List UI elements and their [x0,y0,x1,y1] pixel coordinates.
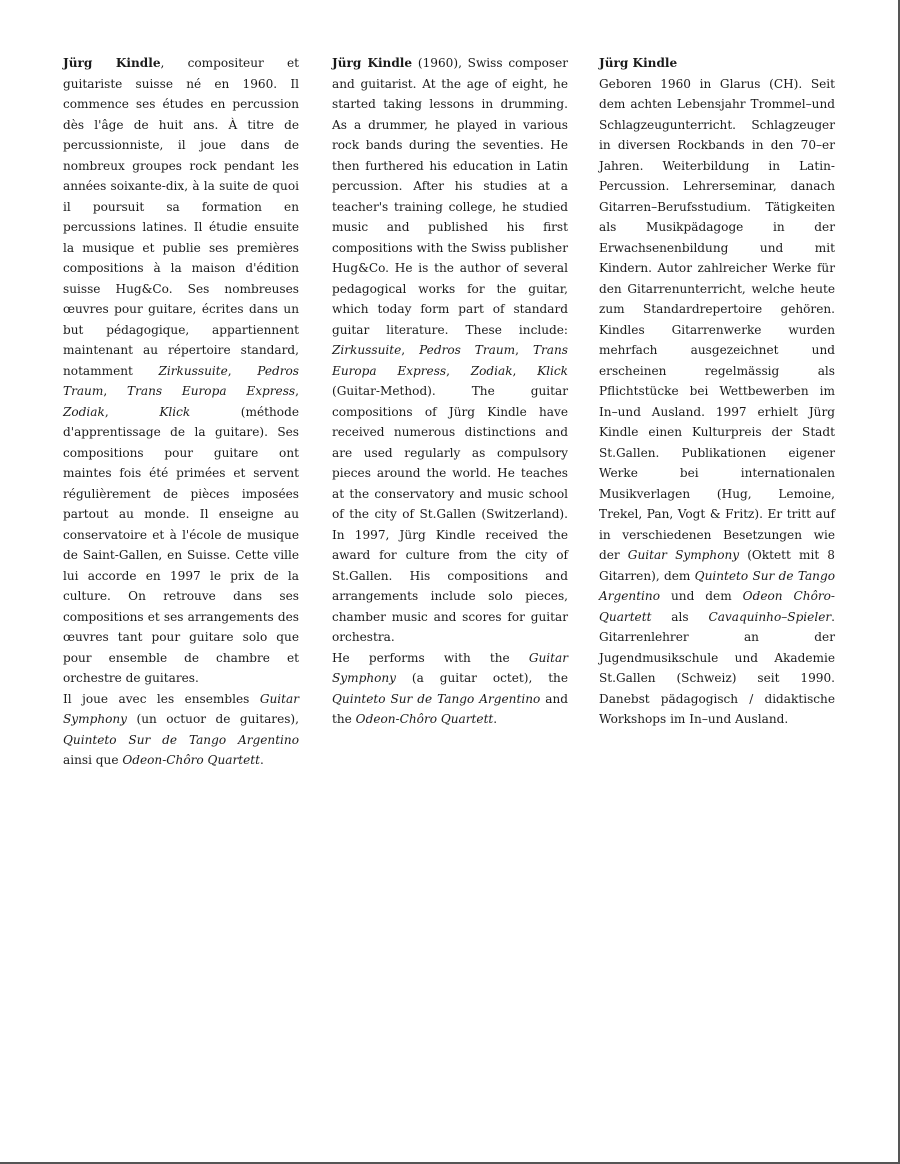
english-work-title: Trans Europa Express [332,343,568,378]
german-ensemble-name: Guitar Symphony [627,548,740,562]
french-separator: , [104,404,160,419]
french-work-title: Zodiak [63,404,105,419]
french-biography-column [63,53,299,771]
french-text: (un octuor de guitares), [127,712,299,726]
french-separator: , [103,384,128,398]
german-text: . Gitarrenlehrer an der Jugendmusikschule und Akademie St.Gallen (Schweiz) seit 1990. Danebst pädagogisch / didaktische Workshops im In–und Ausland. [599,609,835,726]
german-ensemble-name: Odeon Chôro-Quartett [599,589,835,624]
english-text: He performs with the [332,650,529,665]
french-separator: , [295,384,299,398]
german-text: und dem [660,589,743,603]
french-ensemble-name: Guitar Symphony [63,691,299,726]
english-separator: , [512,363,538,378]
english-paragraph-2 [332,648,568,730]
german-text: als [651,609,709,624]
german-role: Cavaquinho–Spieler [708,609,832,624]
english-separator: , [515,343,533,357]
french-text: (méthode d'apprentissage de la guitare). Ses compositions pour guitare ont maintes fois été primées et servent régulièrement de pièces imposées partout au monde. Il enseigne au conservatoire et à l'école de musique de Saint-Gallen, en Suisse. Cette ville lui accorde en 1997 le prix de la culture. On retrouve dans ses compositions et ses arrangements des œuvres tant pour guitare solo que pour ensemble de chambre et orchestre de guitares. [63,404,299,685]
english-text: (a guitar octet), the [396,671,568,685]
english-paragraph-1 [332,53,568,648]
french-separator: , [227,363,258,378]
english-text: . [493,712,498,726]
french-ensemble-name: Odeon-Chôro Quartett [122,753,260,767]
english-separator: , [446,363,471,378]
english-ensemble-name: Quinteto Sur de Tango Argentino [332,691,541,706]
english-work-title: Pedros Traum [419,343,516,357]
french-work-title: Pedros Traum [63,363,299,398]
french-work-title: Trans Europa Express [127,384,296,398]
english-ensemble-name: Guitar Symphony [332,650,568,685]
french-paragraph-2 [63,689,299,771]
german-biography-column [599,53,835,730]
english-text: (1960), Swiss composer and guitarist. At the age of eight, he started taking lessons in drumming. As a drummer, he played in various rock bands during the seventies. He then furthered his education in Latin percussion. After his studies at a teacher's training college, he studied music and published his first compositions with the Swiss publisher Hug&Co. He is the author of several pedagogical works for the guitar, which today form part of standard guitar literature. These include: [332,56,569,337]
english-name: Jürg Kindle [332,56,413,70]
english-biography-column [332,53,568,730]
french-work-title: Klick [159,404,191,419]
french-work-title: Zirkussuite [158,363,228,378]
english-ensemble-name: Odeon-Chôro Quartett [355,712,494,726]
english-work-title: Zodiak [470,363,513,378]
french-ensemble-name: Quinteto Sur de Tango Argentino [63,732,299,747]
german-name: Jürg Kindle [599,56,678,70]
english-work-title: Klick [537,363,568,378]
german-text: (Oktett mit 8 Gitarren), dem [599,548,836,583]
english-separator: , [401,343,420,357]
french-text: ainsi que [63,753,123,767]
english-text: (Guitar-Method). The guitar compositions of Jürg Kindle have received numerous distinctions and are used regularly as compulsory pieces around the world. He teaches at the conservatory and music school of the city of St.Gallen (Switzerland). In 1997, Jürg Kindle received the award for culture from the city of St.Gallen. His compositions and arrangements include solo pieces, chamber music and scores for guitar orchestra. [332,384,568,644]
german-ensemble-name: Quinteto Sur de Tango Argentino [599,568,835,603]
french-text: Il joue avec les ensembles [63,691,260,706]
french-text: , compositeur et guitariste suisse né en 1960. Il commence ses études en percussion dès l'âge de huit ans. À titre de percussionniste, il joue dans de nombreux groupes rock pendant les années soixante-dix, à la suite de quoi il poursuit sa formation en percussions latines. Il étudie ensuite la musique et publie ses premières compositions à la maison d'édition suisse Hug&Co. Ses nombreuses œuvres pour guitare, écrites dans un but pédagogique, appartiennent maintenant au répertoire standard, notamment [63,56,299,378]
french-paragraph-1 [63,53,299,689]
english-text: and the [332,691,568,726]
german-paragraph-1 [599,74,835,730]
german-text: Geboren 1960 in Glarus (CH). Seit dem achten Lebensjahr Trommel–und Schlagzeugunterricht. Schlagzeuger in diversen Rockbands in den 70–er Jahren. Weiterbildung in Latin-Percussion. Lehrerseminar, danach Gitarren–Berufsstudium. Tätigkeiten als Musikpädagoge in der Erwachsenenbildung und mit Kindern. Autor zahlreicher Werke für den Gitarrenunterricht, welche heute zum Standardrepertoire gehören. Kindles Gitarrenwerke wurden mehrfach ausgezeichnet und erscheinen regelmässig als Pflichtstücke bei Wettbewerben im In–und Ausland. 1997 erhielt Jürg Kindle einen Kulturpreis der Stadt St.Gallen. Publikationen eigener Werke bei internationalen Musikverlagen (Hug, Lemoine, Trekel, Pan, Vogt & Fritz). Er tritt auf in verschiedenen Besetzungen wie der [599,76,835,562]
french-text: . [259,753,264,767]
french-name: Jürg Kindle [63,56,161,70]
english-work-title: Zirkussuite [332,343,402,357]
